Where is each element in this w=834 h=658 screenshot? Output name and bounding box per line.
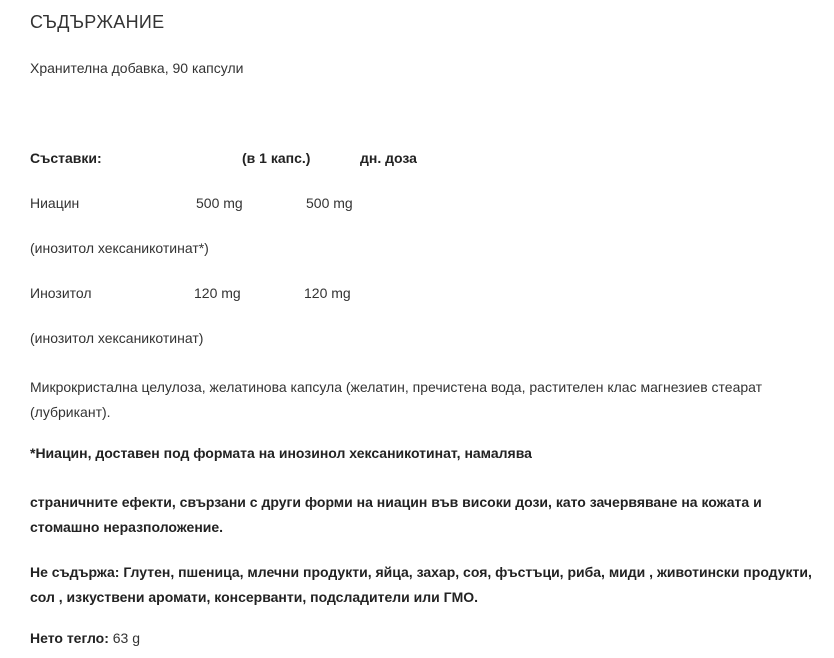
ingredient-per-capsule: 120 mg: [194, 285, 241, 301]
net-weight-value: 63 g: [108, 630, 141, 646]
product-description: Хранителна добавка, 90 капсули: [30, 60, 244, 76]
free-from-text: : Глутен, пшеница, млечни продукти, яйца, захар, соя, фъстъци, риба, миди , животински продукти, сол , изкуствени аромати, консерванти, подсладители или ГМО.: [30, 564, 812, 605]
ingredient-name: Инозитол: [30, 285, 92, 301]
net-weight: [30, 630, 140, 646]
other-ingredients: Микрокристална целулоза, желатинова капсула (желатин, пречистена вода, растителен клас магнезиев стеарат (лубрикант).: [30, 379, 763, 420]
ingredient-per-capsule: 500 mg: [196, 195, 243, 211]
page-title: СЪДЪРЖАНИЕ: [30, 12, 165, 32]
header-per-capsule: (в 1 капс.): [242, 150, 311, 166]
header-ingredients: Съставки:: [30, 150, 102, 166]
ingredient-note: (инозитол хексаникотинат): [30, 330, 204, 346]
ingredient-daily-dose: 500 mg: [306, 195, 353, 211]
net-weight-label: Нето тегло:: [30, 630, 109, 646]
footnote-continuation: страничните ефекти, свързани с други форми на ниацин във високи дози, като зачервяване на кожата и стомашно неразположение.: [30, 494, 762, 535]
ingredient-daily-dose: 120 mg: [304, 285, 351, 301]
free-from-label: Не съдържа: [30, 564, 115, 580]
ingredient-note: (инозитол хексаникотинат*): [30, 240, 209, 256]
ingredient-name: Ниацин: [30, 195, 80, 211]
footnote-first-line: *Ниацин, доставен под формата на инозинол хексаникотинат, намалява: [30, 445, 532, 461]
free-from-statement: [30, 560, 820, 610]
header-daily-dose: дн. доза: [360, 150, 417, 166]
